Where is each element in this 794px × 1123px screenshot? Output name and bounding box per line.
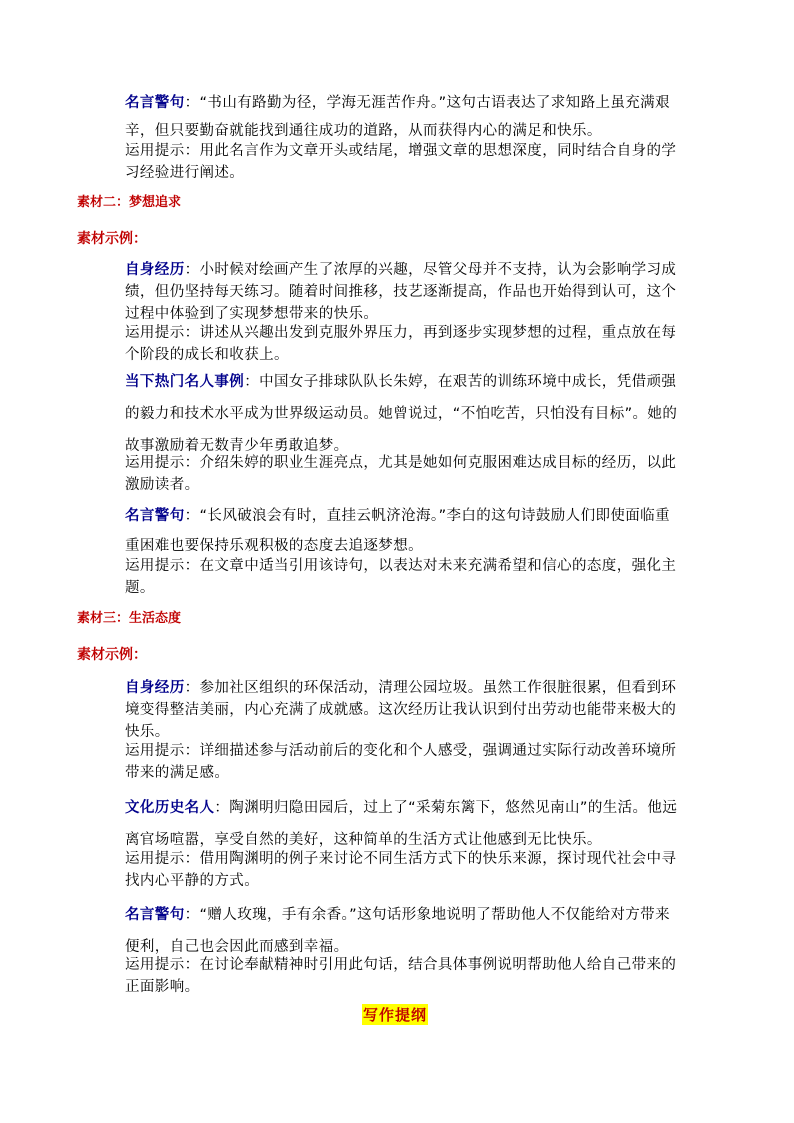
experience-paragraph: 自身经历：参加社区组织的环保活动，清理公园垃圾。虽然工作很脏很累，但看到环 境变得整洁美丽，内心充满了成就感。这次经历让我认识到付出劳动也能带来极大的 快乐。 xyxy=(125,680,677,740)
paragraph-label: 名言警句 xyxy=(125,508,185,524)
usage-tip: 运用提示：借用陶渊明的例子来讨论不同生活方式下的快乐来源，探讨现代社会中寻 找内心平静的方式。 xyxy=(125,851,677,889)
usage-tip: 运用提示：介绍朱婷的职业生涯亮点，尤其是她如何克服困难达成目标的经历，以此 激励读者。 xyxy=(125,455,677,493)
quote-paragraph: 名言警句：“书山有路勤为径，学海无涯苦作舟。”这句古语表达了求知路上虽充满艰 辛，但只要勤奋就能找到通往成功的道路，从而获得内心的满足和快乐。 xyxy=(125,95,670,139)
usage-tip: 运用提示：在文章中适当引用该诗句，以表达对未来充满希望和信心的态度，强化主 题。 xyxy=(125,558,677,596)
paragraph-label: 自身经历 xyxy=(125,262,185,278)
paragraph-label: 文化历史名人 xyxy=(125,800,215,816)
usage-tip: 运用提示：详细描述参与活动前后的变化和个人感受，强调通过实际行动改善环境所 带来的满足感。 xyxy=(125,743,677,781)
section-heading: 素材二：梦想追求 xyxy=(77,195,182,210)
section-heading: 素材三：生活态度 xyxy=(77,611,182,626)
examples-heading: 素材示例： xyxy=(77,231,147,247)
usage-tip: 运用提示：用此名言作为文章开头或结尾，增强文章的思想深度，同时结合自身的学 习经验进行阐述。 xyxy=(125,143,677,181)
examples-heading: 素材示例： xyxy=(77,647,147,663)
history-figure-paragraph: 文化历史名人：陶渊明归隐田园后，过上了“采菊东篱下，悠然见南山”的生活。他远 离官场喧嚣，享受自然的美好，这种简单的生活方式让他感到无比快乐。 xyxy=(125,800,678,848)
celebrity-paragraph: 当下热门名人事例：中国女子排球队队长朱婷，在艰苦的训练环境中成长，凭借顽强 的毅力和技术水平成为世界级运动员。她曾说过，“不怕吃苦，只怕没有目标”。她的 故事激励着无数青少年勇敢追梦。 xyxy=(125,374,678,454)
paragraph-label: 名言警句 xyxy=(125,907,185,923)
quote-paragraph: 名言警句：“长风破浪会有时，直挂云帆济沧海。”李白的这句诗鼓励人们即使面临重 重困难也要保持乐观积极的态度去追逐梦想。 xyxy=(125,508,670,554)
paragraph-label: 名言警句 xyxy=(125,95,185,111)
quote-paragraph: 名言警句：“赠人玫瑰，手有余香。”这句话形象地说明了帮助他人不仅能给对方带来 便利，自己也会因此而感到幸福。 xyxy=(125,907,670,955)
writing-outline-title: 写作提纲 xyxy=(363,1006,428,1024)
usage-tip: 运用提示：在讨论奉献精神时引用此句话，结合具体事例说明帮助他人给自己带来的 正面影响。 xyxy=(125,957,677,995)
paragraph-label: 当下热门名人事例 xyxy=(125,374,245,390)
usage-tip: 运用提示：讲述从兴趣出发到克服外界压力，再到逐步实现梦想的过程，重点放在每 个阶段的成长和收获上。 xyxy=(125,325,677,363)
paragraph-label: 自身经历 xyxy=(125,680,185,696)
experience-paragraph: 自身经历：小时候对绘画产生了浓厚的兴趣，尽管父母并不支持，认为会影响学习成 绩，但仍坚持每天练习。随着时间推移，技艺逐渐提高，作品也开始得到认可，这个 过程中体验到了实现梦想带来的快乐。 xyxy=(125,262,677,322)
